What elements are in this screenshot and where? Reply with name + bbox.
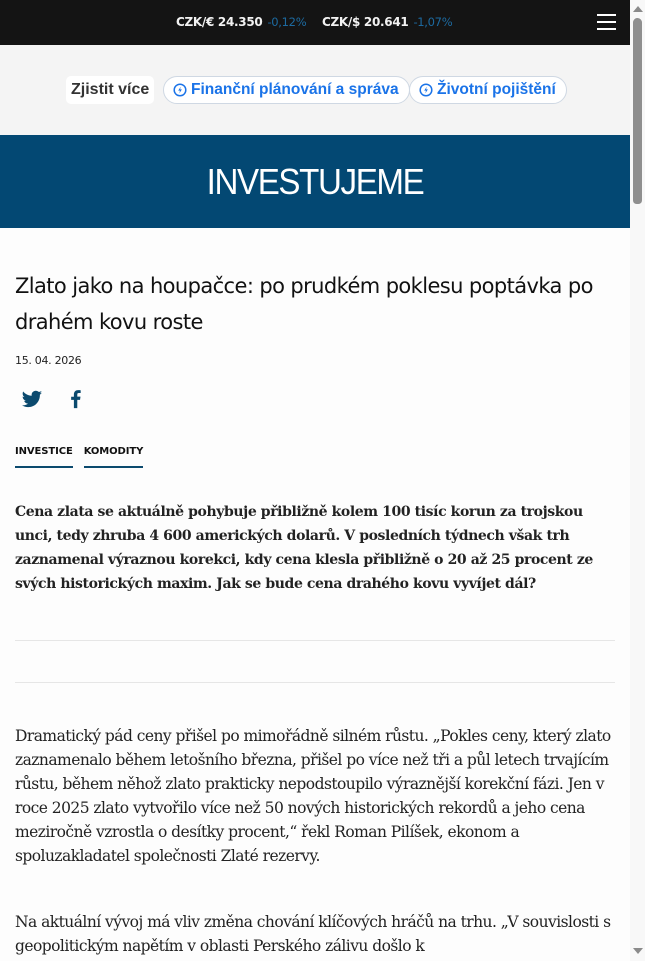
lightning-circle-icon [173,83,187,97]
article-paragraph: Dramatický pád ceny přišel po mimořádně silném růstu. „Pokles ceny, který zlato zaznamenalo během letošního března, přišel po více než tři a půl letech trvajícím růstu, během něhož zlato prakticky nepodstoupilo výraznější korekční fázi. Jen v roce 2025 zlato vytvořilo více než 50 nových historických rekordů a jeho cena meziročně vzrostla o desítky procent,“ řekl Roman Pilíšek, ekonom a spoluzakladatel společnosti Zlaté rezervy. [15,727,611,865]
divider [15,682,615,683]
article-tags [15,446,143,468]
rate-czk-usd-change: -1,07% [413,15,453,29]
hamburger-line [597,14,616,16]
rate-czk-eur-change: -0,12% [267,15,307,29]
hamburger-line [597,21,616,23]
article-paragraph: Na aktuální vývoj má vliv změna chování klíčových hráčů na trhu. „V souvislosti s geopolitickým napětím v oblasti Perského zálivu došlo k [15,913,611,955]
vertical-scrollbar[interactable] [630,0,645,961]
site-logo[interactable]: INVESTUJEME [206,161,424,202]
currency-ticker-bar [0,0,630,45]
chip-financni-planovani[interactable] [163,76,410,104]
chip-label: Finanční plánování a správa [191,81,399,98]
chip-label: Životní pojištění [437,81,556,98]
rate-czk-eur-value: CZK/€ 24.350 [176,15,263,29]
lightning-circle-icon [419,83,433,97]
article-date: 15. 04. 2026 [15,354,82,367]
twitter-icon[interactable] [21,388,43,410]
scrollbar-thumb[interactable] [633,18,642,204]
chip-zivotni-pojisteni[interactable] [409,76,567,104]
divider [15,640,615,641]
hamburger-line [597,28,616,30]
scroll-up-arrow-icon[interactable] [633,6,643,12]
tag-investice[interactable]: INVESTICE [15,446,73,468]
tag-komodity[interactable]: KOMODITY [84,446,144,468]
promo-label: Zjistit více [66,76,154,104]
article-title: Zlato jako na houpačce: po prudkém poklesu poptávka po drahém kovu roste [15,274,593,334]
promo-strip [0,45,630,135]
rate-czk-usd [322,15,452,29]
facebook-icon[interactable] [65,388,87,410]
share-buttons [21,388,87,410]
rate-czk-usd-value: CZK/$ 20.641 [322,15,409,29]
article-perex: Cena zlata se aktuálně pohybuje přibližně kolem 100 tisíc korun za trojskou unci, tedy zhruba 4 600 amerických dolarů. V posledních týdnech však trh zaznamenal výraznou korekci, kdy cena klesla přibližně o 20 až 25 procent ze svých historických maxim. Jak se bude cena drahého kovu vyvíjet dál? [15,504,593,592]
rate-czk-eur [176,15,306,29]
hamburger-menu-icon[interactable] [597,13,616,30]
scroll-down-arrow-icon[interactable] [633,948,643,954]
brand-header [0,135,630,228]
